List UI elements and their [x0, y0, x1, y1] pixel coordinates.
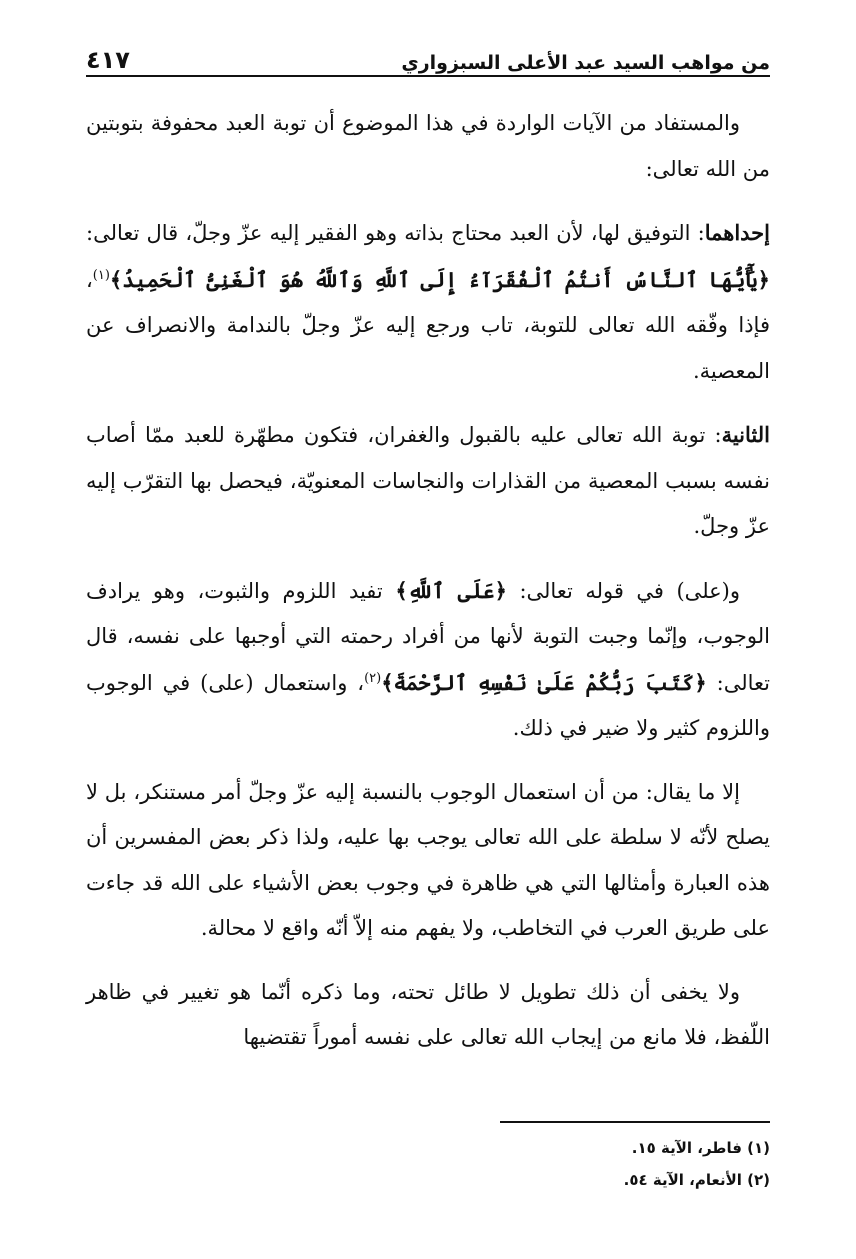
- footnote-1: (١) فاطر، الآية ١٥.: [631, 1139, 770, 1157]
- footnotes: [430, 1132, 770, 1196]
- paragraph-4-text-a: و(على) في قوله تعالى:: [506, 578, 741, 603]
- paragraph-2-lead: إحداهما: [704, 220, 770, 245]
- footnote-rule: [500, 1121, 770, 1123]
- body-text: [86, 101, 770, 1079]
- footnote-ref-1: (١): [92, 267, 110, 283]
- paragraph-6: ولا يخفى أن ذلك تطويل لا طائل تحته، وما ذكره أنّما هو تغيير في ظاهر اللّفظ، فلا مانع من إيجاب الله تعالى على نفسه أموراً تقتضيها: [86, 979, 770, 1049]
- running-header: [86, 34, 770, 74]
- paragraph-2-text-b: ، فإذا وفّقه الله تعالى للتوبة، تاب ورجع إليه عزّ وجلّ بالندامة والانصراف عن المعصية.: [86, 267, 770, 383]
- running-title: من مواهب السيد عبد الأعلى السبزواري: [401, 52, 770, 74]
- paragraph-4-text-c: ، واستعمال (على) في الوجوب واللزوم كثير ولا ضير في ذلك.: [86, 670, 770, 740]
- header-rule: [86, 75, 770, 77]
- page-number: ٤١٧: [86, 46, 130, 74]
- paragraph-4-text-b: تفيد اللزوم والثبوت، وهو يرادف الوجوب، وإنّما وجبت التوبة لأنها من أفراد رحمته التي أوجبها على نفسه، قال تعالى:: [86, 578, 770, 695]
- paragraph-1: والمستفاد من الآيات الواردة في هذا الموضوع أن توبة العبد محفوفة بتوبتين من الله تعالى:: [86, 111, 770, 181]
- quran-quote-fatir: ﴿يَٰٓأَيُّهَا ٱلنَّاسُ أَنتُمُ ٱلْفُقَرَآءُ إِلَى ٱللَّهِ وَٱللَّهُ هُوَ ٱلْغَنِىُّ ٱلْحَمِيدُ﴾: [109, 266, 770, 292]
- paragraph-2-text-a: : التوفيق لها، لأن العبد محتاج بذاته وهو الفقير إليه عزّ وجلّ، قال تعالى:: [86, 221, 705, 245]
- paragraph-3: [86, 412, 770, 550]
- quran-quote-anam: ﴿كَتَبَ رَبُّكُمْ عَلَىٰ نَفْسِهِ ٱلرَّحْمَةَ﴾: [381, 669, 707, 695]
- quran-quote-ala-allah: ﴿عَلَى ٱللَّهِ﴾: [395, 577, 507, 603]
- paragraph-5: إلا ما يقال: من أن استعمال الوجوب بالنسبة إليه عزّ وجلّ أمر مستنكر، بل لا يصلح لأنّه لا سلطة على الله تعالى يوجب بها عليه، ولذا ذكر بعض المفسرين أن هذه العبارة وأمثالها التي هي ظاهرة في وجوب بعض الأشياء على الله قد جاءت على طريق العرب في التخاطب، ولا يفهم منه إلاّ أنّه واقع لا محالة.: [86, 779, 770, 940]
- paragraph-3-text: : توبة الله تعالى عليه بالقبول والغفران، فتكون مطهّرة للعبد ممّا أصاب نفسه بسبب المعصية من القذارات والنجاسات المعنويّة، فيحصل بها التقرّب إليه عزّ وجلّ.: [86, 423, 770, 538]
- paragraph-2: [86, 210, 770, 394]
- footnote-ref-2: (٢): [364, 670, 382, 686]
- footnote-2: (٢) الأنعام، الآية ٥٤.: [623, 1171, 770, 1189]
- paragraph-3-lead: الثانية: [721, 422, 770, 447]
- paragraph-4: [86, 568, 770, 752]
